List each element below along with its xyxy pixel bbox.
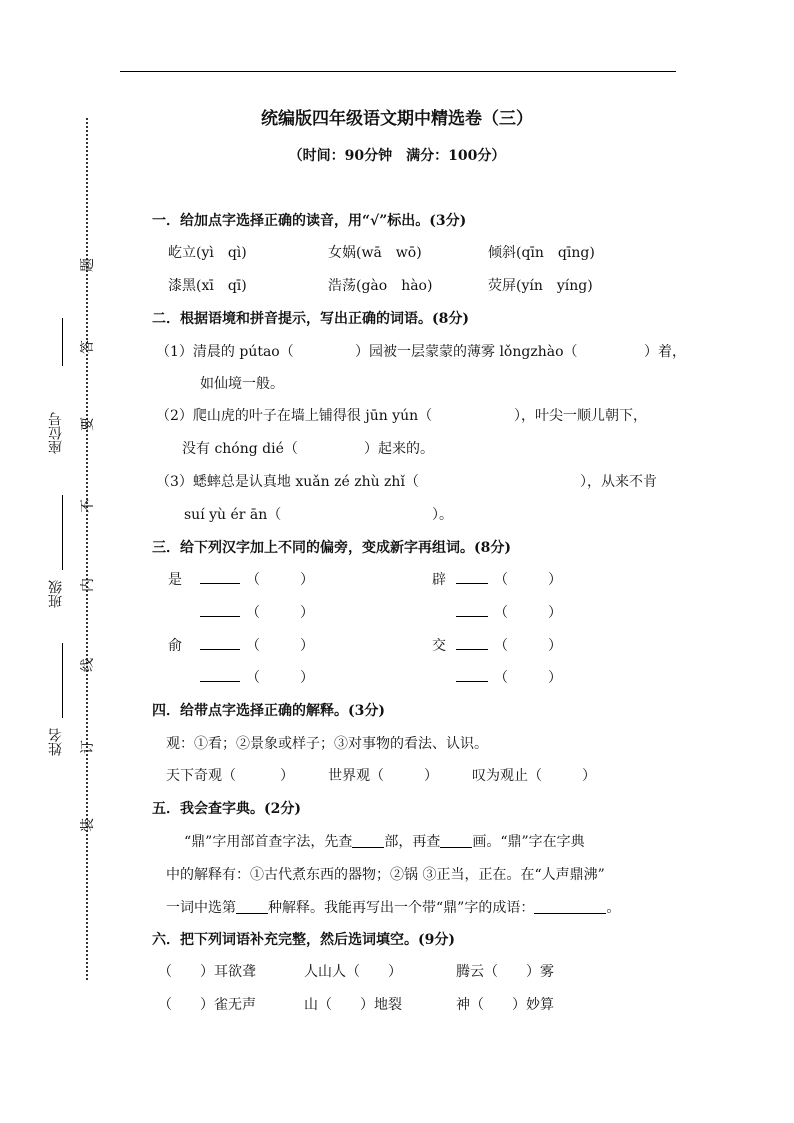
pinyin-choice[interactable]: 倾斜(qīn qīng) <box>488 245 595 261</box>
word-choice-3: 叹为观止（ <box>472 768 542 784</box>
section-5-heading: 五．我会查字典。(2分) <box>152 801 301 817</box>
section-4-heading: 四．给带点字选择正确的解释。(3分) <box>152 703 385 719</box>
pinyin-choice[interactable]: 屹立(yì qì) <box>168 245 247 261</box>
base-char: 交 <box>432 638 446 654</box>
name-label: 姓名 <box>48 728 64 756</box>
text: 种解释。我能再写出一个带“鼎”字的成语： <box>268 900 535 916</box>
binding-char: 装 <box>80 818 96 832</box>
right-paren: ） <box>300 572 314 588</box>
pinyin-choice[interactable]: 漆黑(xī qī) <box>168 278 247 294</box>
text: 部，再查 <box>384 834 441 850</box>
class-label: 班级 <box>48 580 64 608</box>
page-title: 统编版四年级语文期中精选卷（三） <box>261 109 533 129</box>
left-paren: （ <box>494 638 508 654</box>
s2-q3-part-a: （3）蟋蟀总是认真地 xuǎn zé zhù zhǐ（ <box>156 474 419 490</box>
left-paren: （ <box>494 670 508 686</box>
header-rule <box>120 71 676 72</box>
s2-q1-part-c: ）着， <box>644 344 686 360</box>
answer-blank[interactable] <box>200 635 240 650</box>
section-3-heading: 三．给下列汉字加上不同的偏旁，变成新字再组词。(8分) <box>152 540 511 556</box>
dict-paragraph-line-3 <box>166 897 620 917</box>
left-paren: （ <box>494 605 508 621</box>
name-underline <box>62 643 63 718</box>
binding-char: 不 <box>80 499 96 513</box>
answer-blank[interactable] <box>200 667 240 682</box>
definition-list: 观：①看；②景象或样子；③对事物的看法、认识。 <box>166 736 488 752</box>
s2-q2-part-b: ），叶尖一顺儿朝下， <box>514 408 647 424</box>
pinyin-choice[interactable]: 荧屏(yín yíng) <box>488 278 593 294</box>
right-paren: ） <box>548 605 562 621</box>
left-paren: （ <box>494 572 508 588</box>
idiom-item[interactable]: （ ）雀无声 <box>158 997 256 1013</box>
s2-q1-part-a: （1）清晨的 pútao（ <box>156 344 294 360</box>
s2-q2-part-d: ）起来的。 <box>364 441 434 457</box>
text: 一词中选第 <box>166 900 236 916</box>
idiom-item[interactable]: 山（ ）地裂 <box>304 997 402 1013</box>
binding-char: 内 <box>80 578 96 592</box>
base-char: 是 <box>168 572 182 588</box>
answer-blank[interactable] <box>236 899 268 914</box>
right-paren: ） <box>582 768 596 784</box>
section-6-heading: 六．把下列词语补充完整，然后选词填空。(9分) <box>152 932 455 948</box>
binding-char: 题 <box>80 258 96 272</box>
left-paren: （ <box>246 572 260 588</box>
s2-q3-part-b: ），从来不肯 <box>580 474 657 490</box>
text: “鼎”字用部首查字法，先查 <box>184 834 353 850</box>
answer-blank[interactable] <box>200 569 240 584</box>
answer-blank[interactable] <box>440 833 472 848</box>
base-char: 俞 <box>168 638 182 654</box>
seat-label: 座位号 <box>48 412 64 454</box>
right-paren: ） <box>424 768 438 784</box>
idiom-item[interactable]: 神（ ）妙算 <box>456 997 554 1013</box>
answer-blank[interactable] <box>456 602 488 617</box>
left-paren: （ <box>246 670 260 686</box>
binding-char: 答 <box>80 340 96 354</box>
dict-paragraph-line-1 <box>184 831 585 851</box>
base-char: 辟 <box>432 572 446 588</box>
right-paren: ） <box>300 670 314 686</box>
word-choice-2: 世界观（ <box>328 768 384 784</box>
right-paren: ） <box>280 768 294 784</box>
text: 画。“鼎”字在字典 <box>472 834 585 850</box>
answer-blank[interactable] <box>456 667 488 682</box>
s2-q3-part-c: suí yù ér ān（ <box>184 507 282 523</box>
binding-char: 订 <box>80 740 96 754</box>
right-paren: ） <box>300 638 314 654</box>
answer-blank[interactable] <box>456 635 488 650</box>
binding-char: 要 <box>80 417 96 431</box>
idiom-item[interactable]: （ ）耳欲聋 <box>158 964 256 980</box>
page-subtitle: （时间：90分钟 满分：100分） <box>288 148 506 164</box>
dict-paragraph-line-2: 中的解释有：①古代煮东西的器物；②锅 ③正当，正在。在“人声鼎沸” <box>166 867 605 883</box>
right-paren: ） <box>300 605 314 621</box>
s2-q2-part-c: 没有 chóng dié（ <box>182 441 298 457</box>
section-1-heading: 一．给加点字选择正确的读音，用“√”标出。(3分) <box>152 213 467 229</box>
binding-dotted-line <box>86 118 88 980</box>
right-paren: ） <box>548 572 562 588</box>
s2-q3-part-d: ）。 <box>432 507 453 523</box>
seat-underline <box>62 318 63 366</box>
word-choice-1: 天下奇观（ <box>166 768 236 784</box>
answer-blank[interactable] <box>352 833 384 848</box>
pinyin-choice[interactable]: 浩荡(gào hào) <box>328 278 433 294</box>
s2-q1-part-d: 如仙境一般。 <box>200 376 284 392</box>
section-2-heading: 二．根据语境和拼音提示，写出正确的词语。(8分) <box>152 311 469 327</box>
text: 。 <box>606 900 621 916</box>
right-paren: ） <box>548 670 562 686</box>
idiom-item[interactable]: 人山人（ ） <box>304 964 402 980</box>
answer-blank[interactable] <box>200 602 240 617</box>
answer-blank[interactable] <box>534 899 606 914</box>
right-paren: ） <box>548 638 562 654</box>
class-underline <box>62 495 63 570</box>
answer-blank[interactable] <box>456 569 488 584</box>
pinyin-choice[interactable]: 女娲(wā wō) <box>328 245 422 261</box>
idiom-item[interactable]: 腾云（ ）雾 <box>456 964 554 980</box>
left-paren: （ <box>246 638 260 654</box>
binding-char: 线 <box>80 658 96 672</box>
left-paren: （ <box>246 605 260 621</box>
s2-q2-part-a: （2）爬山虎的叶子在墙上铺得很 jūn yún（ <box>156 408 433 424</box>
s2-q1-part-b: ）园被一层蒙蒙的薄雾 lǒngzhào（ <box>355 344 578 360</box>
